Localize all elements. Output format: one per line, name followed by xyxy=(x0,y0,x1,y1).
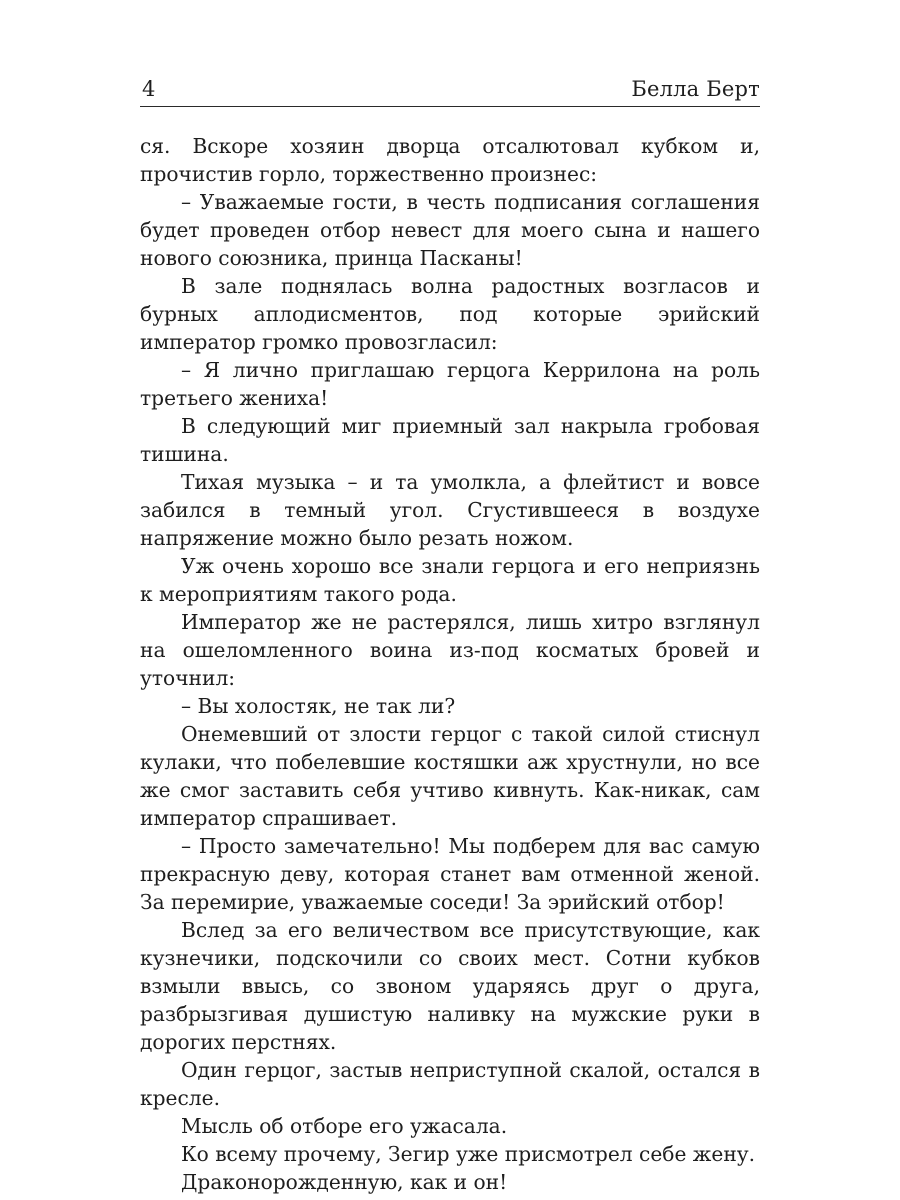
paragraph: – Уважаемые гости, в честь подписания соглашения будет проведен отбор невест для моего сына и нашего нового союзника, принца Пасканы! xyxy=(140,190,760,270)
paragraph: В следующий миг приемный зал накрыла гробовая тишина. xyxy=(140,414,760,466)
paragraph: Один герцог, застыв неприступной скалой, остался в кресле. xyxy=(140,1058,760,1110)
paragraph: – Вы холостяк, не так ли? xyxy=(181,694,456,718)
page-number: 4 xyxy=(142,77,156,101)
header-rule xyxy=(140,106,760,107)
paragraph: ся. Вскоре хозяин дворца отсалютовал кубком и, прочистив горло, торжественно произнес: xyxy=(140,134,760,186)
paragraph: Драконорожденную, как и он! xyxy=(181,1170,508,1194)
paragraph: Тихая музыка – и та умолкла, а флейтист и вовсе забился в темный угол. Сгустившееся в воздухе напряжение можно было резать ножом. xyxy=(140,470,760,550)
running-head xyxy=(140,74,760,104)
paragraph: Вслед за его величеством все присутствующие, как кузнечики, подскочили со своих мест. Сотни кубков взмыли ввысь, со звоном ударяясь друг о друга, разбрызгивая душистую наливку на мужские руки в дорогих перстнях. xyxy=(140,918,760,1054)
paragraph: Онемевший от злости герцог с такой силой стиснул кулаки, что побелевшие костяшки аж хрустнули, но все же смог заставить себя учтиво кивнуть. Как-никак, сам император спрашивает. xyxy=(140,722,760,830)
paragraph: – Я лично приглашаю герцога Керрилона на роль третьего жениха! xyxy=(140,358,760,410)
paragraph: – Просто замечательно! Мы подберем для вас самую прекрасную деву, которая станет вам отменной женой. За перемирие, уважаемые соседи! За эрийский отбор! xyxy=(140,834,760,914)
paragraph: Уж очень хорошо все знали герцога и его неприязнь к мероприятиям такого рода. xyxy=(140,554,760,606)
author-name: Белла Берт xyxy=(631,77,760,101)
paragraph: В зале поднялась волна радостных возгласов и бурных аплодисментов, под которые эрийский император громко провозгласил: xyxy=(140,274,760,354)
paragraph: Император же не растерялся, лишь хитро взглянул на ошеломленного воина из-под косматых бровей и уточнил: xyxy=(140,610,760,690)
body-text xyxy=(140,132,760,1196)
paragraph: Мысль об отборе его ужасала. xyxy=(181,1114,508,1138)
paragraph: Ко всему прочему, Зегир уже присмотрел себе жену. xyxy=(181,1142,756,1166)
